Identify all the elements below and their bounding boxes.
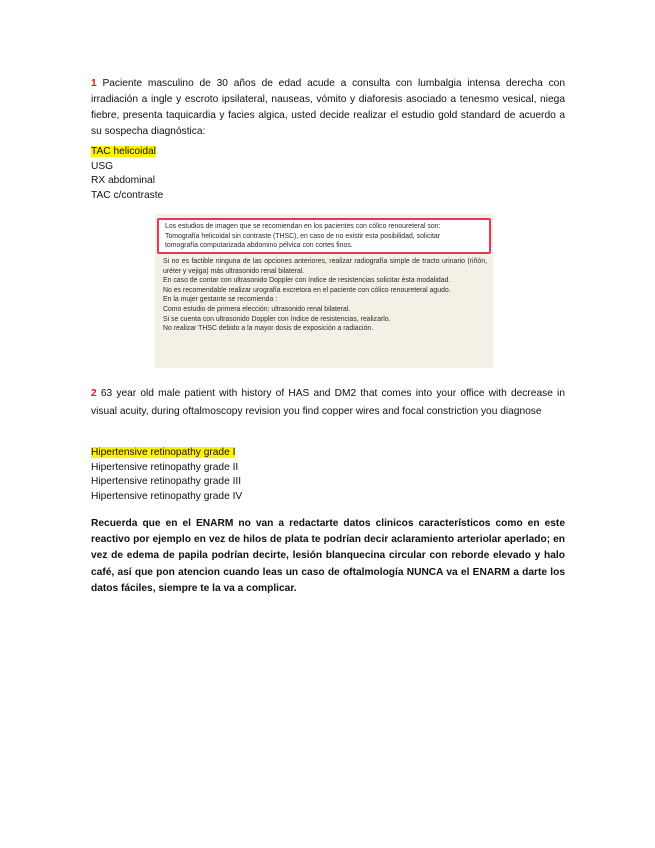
- question-1-text: Paciente masculino de 30 años de edad acude a consulta con lumbalgia intensa derecha con irradiación a ingle y escroto ipsilateral, nauseas, vómito y diaforesis asociado a tenesmo vesical, niega fiebre, presenta taquicardia y facies algica, usted decide realizar el estudio gold standard de acuerdo a su sospecha diagnóstica:: [91, 78, 565, 137]
- reference-line: No es recomendable realizar urografía excretora en el paciente con cólico renoureteral agudo.: [163, 286, 451, 294]
- study-note: Recuerda que en el ENARM no van a redactarte datos clinicos característicos como en este reactivo por ejemplo en vez de hilos de plata te podrían decir aclaramiento arteriolar aperlado; en vez de edema de papila podrían decirte, lesión blanquecina circular con reborde elevado y halo café, así que pon atencion cuando leas un caso de oftalmología NUNCA va el ENARM a darte los datos fáciles, siempre te la va a complicar.: [91, 518, 565, 594]
- question-2-option: Hipertensive retinopathy grade IV: [91, 490, 243, 502]
- question-1-options: [91, 145, 163, 203]
- question-2-option: Hipertensive retinopathy grade II: [91, 461, 239, 473]
- question-2-options: [91, 446, 242, 504]
- question-2: [91, 385, 565, 420]
- reference-line: En caso de contar con ultrasonido Doppler con índice de resistencias solicitar ésta modalidad.: [163, 277, 451, 285]
- answer-highlight: TAC helicoidal: [91, 146, 156, 157]
- question-2-number: 2: [91, 388, 97, 399]
- question-1-number: 1: [91, 78, 97, 89]
- reference-line: Si se cuenta con ultrasonido Doppler con índice de resistencias, realizarlo.: [163, 315, 391, 323]
- question-2-text: 63 year old male patient with history of HAS and DM2 that comes into your office with decrease in visual acuity, during oftalmoscopy revision you find copper wires and focal constriction you diagnose: [91, 388, 565, 417]
- reference-line: Si no es factible ninguna de las opciones anteriores, realizar radiografía simple de tracto urinario (riñón, uréter y vejiga) más ultrasonido renal bilateral.: [163, 258, 487, 275]
- reference-line: Los estudios de imagen que se recomiendan en los pacientes con cólico renoureteral son:: [165, 223, 441, 230]
- question-1-option: TAC c/contraste: [91, 189, 164, 201]
- reference-excerpt-image: [155, 214, 493, 368]
- question-2-option: Hipertensive retinopathy grade III: [91, 476, 242, 488]
- highlighted-recommendation-box: [157, 218, 491, 254]
- reference-line: No realizar THSC debido a la mayor dosis de exposición a radiación.: [163, 325, 374, 333]
- question-1-option: RX abdominal: [91, 175, 155, 187]
- reference-line: Como estudio de primera elección: ultrasonido renal bilateral.: [163, 305, 351, 313]
- reference-line: tomografía computarizada abdomino pélvica con cortes finos.: [165, 242, 353, 250]
- question-1-option: USG: [91, 160, 114, 172]
- answer-highlight: Hipertensive retinopathy grade I: [91, 447, 236, 458]
- reference-line: En la mujer gestante se recomienda :: [163, 296, 278, 304]
- question-1: [91, 76, 565, 140]
- reference-line: Tomografía helicoidal sin contraste (THSC), en caso de no existir esta posibilidad, solicitar: [165, 232, 440, 240]
- question-1-option: [91, 145, 163, 160]
- question-2-option: [91, 446, 242, 461]
